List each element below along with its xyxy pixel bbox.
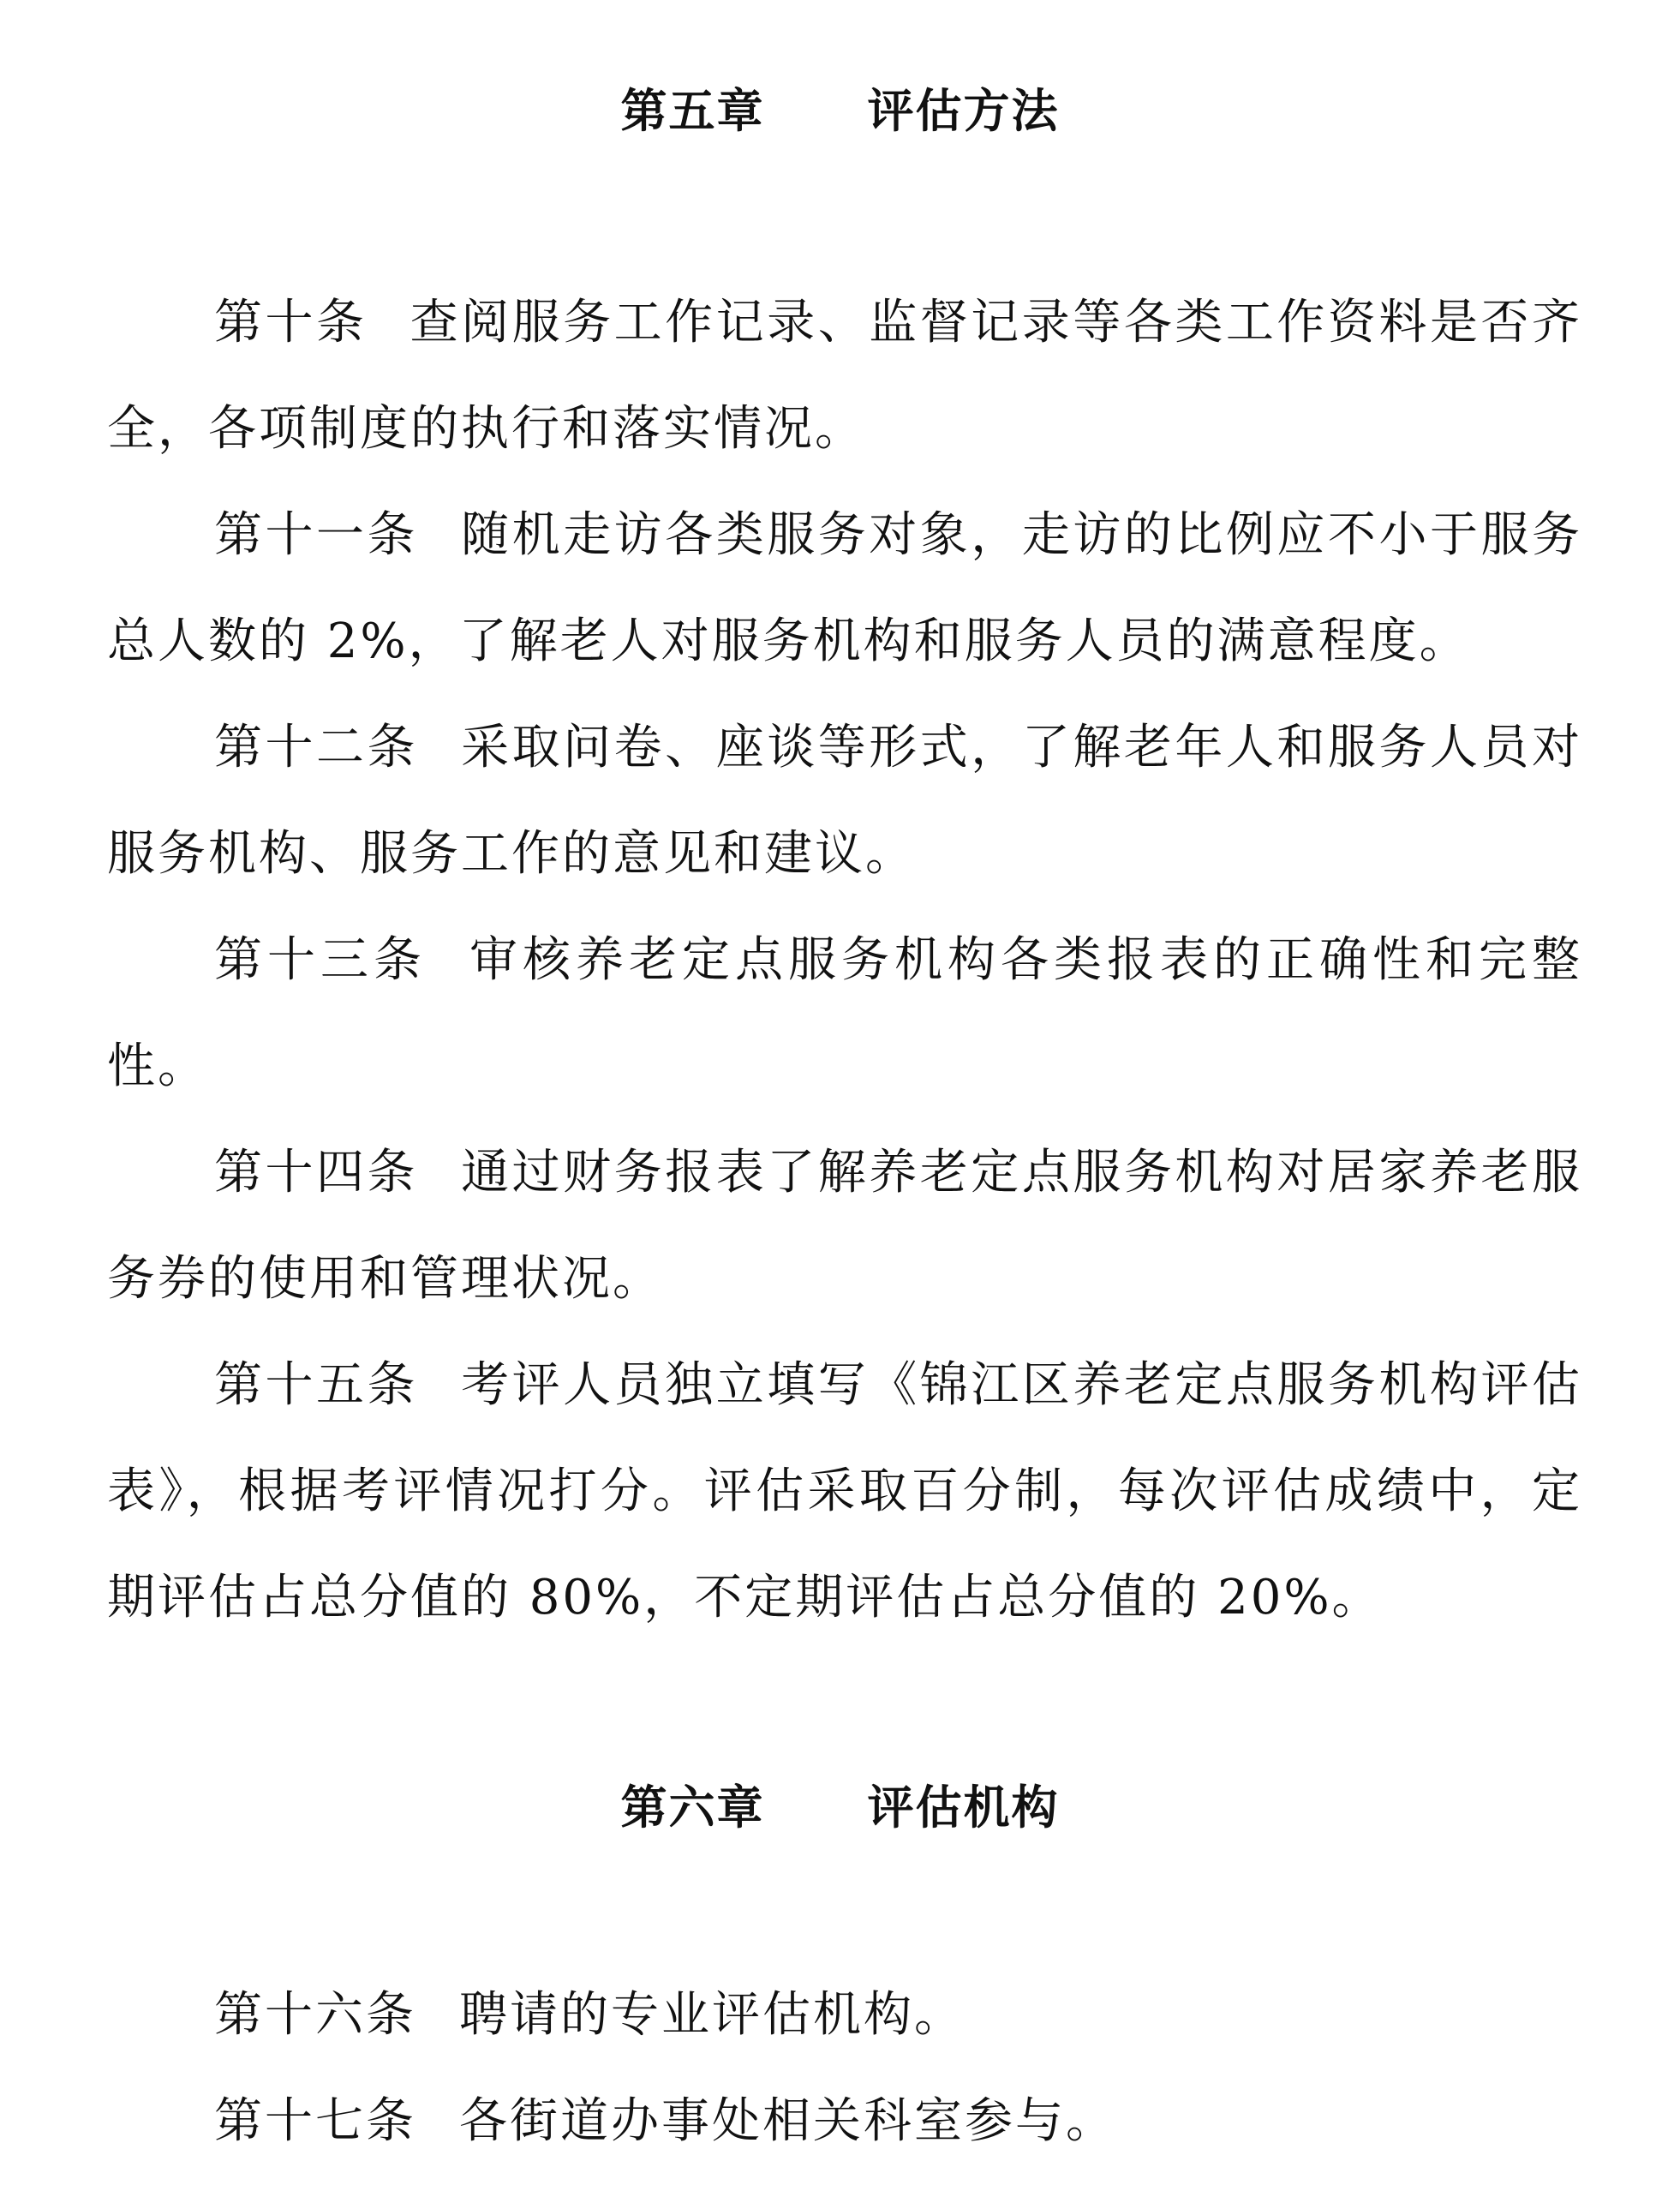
article-text: 审核养老定点服务机构各类报表的正确性和完整性。 bbox=[107, 932, 1582, 1094]
article-text: 各街道办事处相关科室参与。 bbox=[459, 2093, 1116, 2149]
chapter-number: 第五章 bbox=[620, 84, 765, 138]
article-15 bbox=[107, 1332, 1582, 1651]
article-12 bbox=[107, 695, 1582, 907]
article-text: 采取问卷、座谈等形式，了解老年人和服务人员对服务机构、服务工作的意见和建议。 bbox=[107, 720, 1583, 882]
article-text: 考评人员独立填写《锦江区养老定点服务机构评估表》，根据考评情况打分。评估采取百分制，每次评估成绩中，定期评估占总分值的 80%，不定期评估占总分值的 20%。 bbox=[107, 1357, 1583, 1625]
article-number: 第十六条 bbox=[214, 1987, 416, 2043]
article-number: 第十一条 bbox=[214, 507, 419, 563]
chapter-heading-5 bbox=[0, 81, 1680, 141]
article-text: 聘请的专业评估机构。 bbox=[459, 1987, 965, 2043]
article-number: 第十五条 bbox=[214, 1357, 419, 1413]
article-13 bbox=[107, 907, 1582, 1120]
article-number: 第十二条 bbox=[214, 720, 419, 775]
article-11 bbox=[107, 482, 1582, 695]
article-number: 第十七条 bbox=[214, 2093, 416, 2149]
chapter-title: 评估机构 bbox=[867, 1781, 1060, 1835]
article-10 bbox=[107, 270, 1582, 482]
article-text: 随机走访各类服务对象，走访的比例应不小于服务总人数的 2%，了解老人对服务机构和服务人员的满意程度。 bbox=[107, 507, 1583, 669]
article-number: 第十四条 bbox=[214, 1145, 419, 1200]
article-17 bbox=[107, 2068, 1582, 2175]
article-number: 第十条 bbox=[214, 295, 368, 350]
chapter-number: 第六章 bbox=[620, 1781, 765, 1835]
chapter-title: 评估方法 bbox=[867, 84, 1060, 138]
article-16 bbox=[107, 1962, 1582, 2068]
article-text: 查阅服务工作记录、监督记录等各类工作资料是否齐全，各项制度的执行和落实情况。 bbox=[107, 295, 1583, 457]
chapter-heading-6 bbox=[0, 1778, 1680, 1838]
article-text: 通过财务报表了解养老定点服务机构对居家养老服务券的使用和管理状况。 bbox=[107, 1145, 1583, 1307]
article-14 bbox=[107, 1120, 1582, 1332]
article-number: 第十三条 bbox=[214, 932, 427, 988]
